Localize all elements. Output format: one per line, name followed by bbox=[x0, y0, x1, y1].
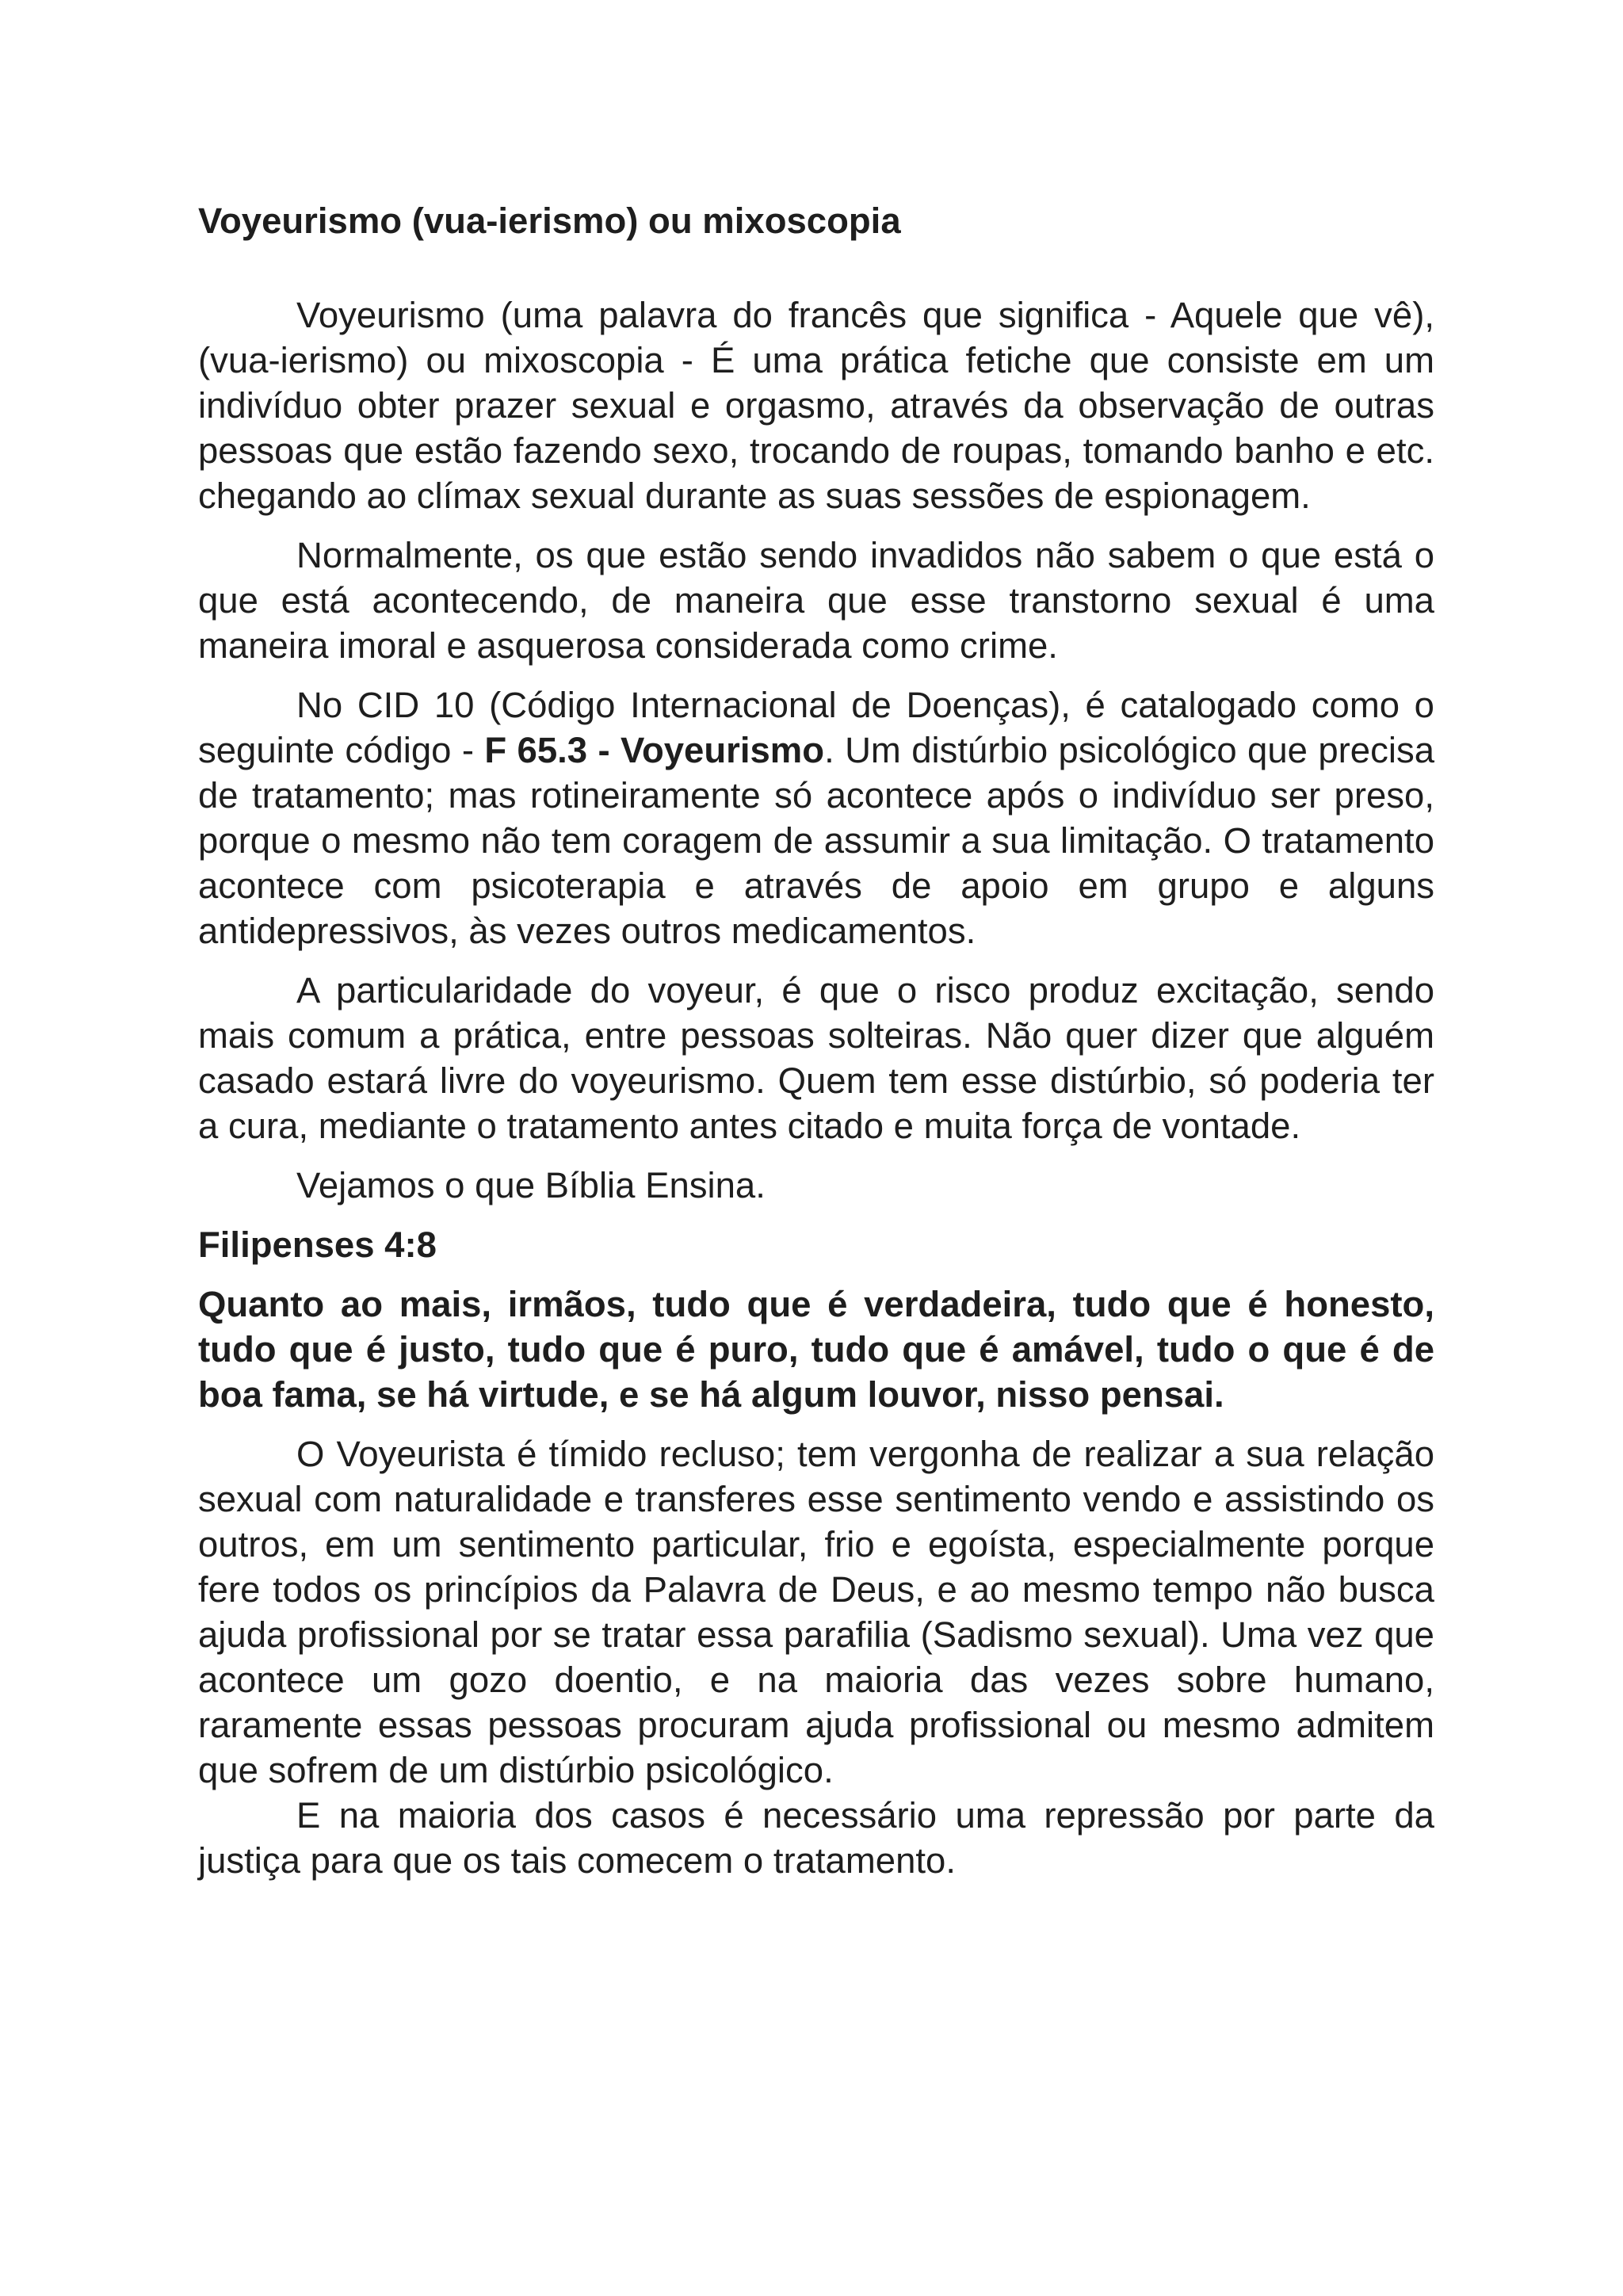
paragraph-bible-intro: Vejamos o que Bíblia Ensina. bbox=[296, 1165, 766, 1205]
cid-text-before: No CID 10 (Código Internacional de Doenças), é catalogado como o seguinte código - bbox=[198, 685, 1434, 770]
verse-text: Quanto ao mais, irmãos, tudo que é verdadeira, tudo que é honesto, tudo que é justo, tudo que é puro, tudo que é amável, tudo o que é de boa fama, se há virtude, e se há algum louvor, nisso pensai. bbox=[198, 1284, 1434, 1415]
paragraph-invaded: Normalmente, os que estão sendo invadidos não sabem o que está o que está acontecendo, de maneira que esse transtorno sexual é uma maneira imoral e asquerosa considerada como crime. bbox=[198, 535, 1434, 666]
paragraph-voyeurist: O Voyeurista é tímido recluso; tem vergonha de realizar a sua relação sexual com naturalidade e transferes esse sentimento vendo e assistindo os outros, em um sentimento particular, frio e egoísta, especialmente porque fere todos os princípios da Palavra de Deus, e ao mesmo tempo não busca ajuda profissional por se tratar essa parafilia (Sadismo sexual). Uma vez que acontece um gozo doentio, e na maioria das vezes sobre humano, raramente essas pessoas procuram ajuda profissional ou mesmo admitem que sofrem de um distúrbio psicológico. bbox=[198, 1434, 1434, 1790]
document-title: Voyeurismo (vua-ierismo) ou mixoscopia bbox=[198, 201, 901, 241]
document-page bbox=[198, 198, 1434, 1897]
cid-text-after: . Um distúrbio psicológico que precisa de tratamento; mas rotineiramente só acontece após o indivíduo ser preso, porque o mesmo não tem coragem de assumir a sua limitação. O tratamento acontece com psicoterapia e através de apoio em grupo e alguns antidepressivos, às vezes outros medicamentos. bbox=[198, 730, 1434, 951]
paragraph-particularity: A particularidade do voyeur, é que o risco produz excitação, sendo mais comum a prática, entre pessoas solteiras. Não quer dizer que alguém casado estará livre do voyeurismo. Quem tem esse distúrbio, só poderia ter a cura, mediante o tratamento antes citado e muita força de vontade. bbox=[198, 970, 1434, 1146]
paragraph-conclusion: E na maioria dos casos é necessário uma repressão por parte da justiça para que os tais comecem o tratamento. bbox=[198, 1795, 1434, 1881]
cid-code: F 65.3 - Voyeurismo bbox=[484, 730, 825, 770]
paragraph-definition: Voyeurismo (uma palavra do francês que significa - Aquele que vê), (vua-ierismo) ou mixoscopia - É uma prática fetiche que consiste em um indivíduo obter prazer sexual e orgasmo, através da observação de outras pessoas que estão fazendo sexo, trocando de roupas, tomando banho e etc. chegando ao clímax sexual durante as suas sessões de espionagem. bbox=[198, 295, 1434, 516]
verse-reference: Filipenses 4:8 bbox=[198, 1224, 437, 1265]
paragraph-cid bbox=[198, 682, 1434, 953]
